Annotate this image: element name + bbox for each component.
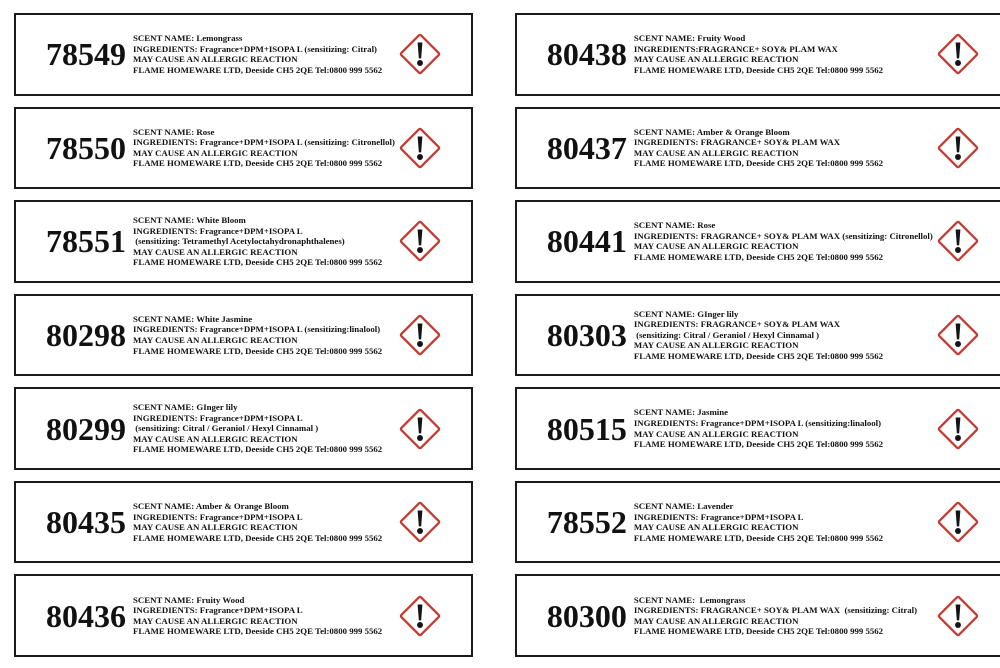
product-label bbox=[14, 13, 473, 96]
warning-exclamation-icon bbox=[397, 406, 443, 452]
label-text-line: FLAME HOMEWARE LTD, Deeside CH5 2QE Tel:0800 999 5562 bbox=[133, 345, 383, 356]
product-code: 78552 bbox=[546, 504, 627, 541]
label-text-line: SCENT NAME: GInger lily bbox=[133, 402, 238, 413]
label-text-line: FLAME HOMEWARE LTD, Deeside CH5 2QE Tel:0800 999 5562 bbox=[633, 626, 884, 637]
product-code: 78550 bbox=[46, 129, 126, 166]
label-text-line: (sensitizing: Citral / Geraniol / Hexyl Cinnamal ) bbox=[633, 329, 820, 340]
warning-exclamation-icon bbox=[935, 31, 981, 77]
label-text-line: SCENT NAME: Amber & Orange Bloom bbox=[633, 126, 790, 137]
label-text-block bbox=[133, 127, 395, 169]
label-text-line: MAY CAUSE AN ALLERGIC REACTION bbox=[633, 147, 799, 158]
label-text-line: FLAME HOMEWARE LTD, Deeside CH5 2QE Tel:0800 999 5562 bbox=[633, 350, 884, 361]
label-text-line: INGREDIENTS:FRAGRANCE+ SOY& PLAM WAX bbox=[633, 43, 838, 54]
product-label bbox=[515, 574, 1000, 657]
product-label bbox=[515, 294, 1000, 377]
product-label bbox=[14, 574, 473, 657]
warning-exclamation-icon bbox=[935, 312, 981, 358]
label-text-line: SCENT NAME: White Jasmine bbox=[133, 313, 253, 324]
label-text-block bbox=[634, 309, 933, 362]
label-text-line: SCENT NAME: Fruity Wood bbox=[133, 594, 245, 605]
label-text-line: FLAME HOMEWARE LTD, Deeside CH5 2QE Tel:0800 999 5562 bbox=[133, 444, 383, 455]
label-text-line: FLAME HOMEWARE LTD, Deeside CH5 2QE Tel:0800 999 5562 bbox=[133, 158, 383, 169]
label-text-block bbox=[133, 314, 395, 356]
product-code: 78549 bbox=[46, 36, 126, 73]
product-label bbox=[515, 387, 1000, 470]
label-text-line: INGREDIENTS: Fragrance+DPM+ISOPA L bbox=[133, 511, 303, 522]
label-text-line: SCENT NAME: GInger lily bbox=[633, 308, 739, 319]
product-code: 80299 bbox=[46, 410, 126, 447]
label-text-line: INGREDIENTS: FRAGRANCE+ SOY& PLAM WAX (sensitizing: Citral) bbox=[633, 605, 918, 616]
label-text-block bbox=[133, 402, 395, 455]
label-text-line: FLAME HOMEWARE LTD, Deeside CH5 2QE Tel:0800 999 5562 bbox=[133, 64, 383, 75]
product-label bbox=[14, 387, 473, 470]
label-text-line: FLAME HOMEWARE LTD, Deeside CH5 2QE Tel:0800 999 5562 bbox=[633, 64, 884, 75]
label-text-line: MAY CAUSE AN ALLERGIC REACTION bbox=[133, 615, 298, 626]
warning-exclamation-icon bbox=[935, 593, 981, 639]
label-text-line: SCENT NAME: Rose bbox=[133, 126, 215, 137]
warning-exclamation-icon bbox=[397, 125, 443, 171]
label-text-line: MAY CAUSE AN ALLERGIC REACTION bbox=[633, 340, 799, 351]
label-text-line: INGREDIENTS: Fragrance+DPM+ISOPA L (sensitizing: Citronellol) bbox=[133, 137, 395, 148]
warning-exclamation-icon bbox=[935, 125, 981, 171]
label-text-line: FLAME HOMEWARE LTD, Deeside CH5 2QE Tel:0800 999 5562 bbox=[133, 626, 383, 637]
warning-exclamation-icon bbox=[397, 312, 443, 358]
label-column-right bbox=[515, 13, 1000, 657]
label-text-block bbox=[634, 220, 933, 262]
label-text-line: FLAME HOMEWARE LTD, Deeside CH5 2QE Tel:0800 999 5562 bbox=[633, 532, 884, 543]
label-text-line: MAY CAUSE AN ALLERGIC REACTION bbox=[133, 54, 298, 65]
product-code: 80515 bbox=[546, 410, 627, 447]
label-text-line: INGREDIENTS: FRAGRANCE+ SOY& PLAM WAX bbox=[633, 137, 841, 148]
product-code: 80303 bbox=[546, 317, 627, 354]
label-text-line: INGREDIENTS: Fragrance+DPM+ISOPA L bbox=[133, 412, 303, 423]
label-text-line: INGREDIENTS: Fragrance+DPM+ISOPA L bbox=[133, 225, 303, 236]
warning-exclamation-icon bbox=[397, 593, 443, 639]
label-text-line: FLAME HOMEWARE LTD, Deeside CH5 2QE Tel:0800 999 5562 bbox=[133, 257, 383, 268]
label-text-line: MAY CAUSE AN ALLERGIC REACTION bbox=[133, 246, 298, 257]
label-text-line: FLAME HOMEWARE LTD, Deeside CH5 2QE Tel:0800 999 5562 bbox=[633, 158, 884, 169]
label-text-line: SCENT NAME: Rose bbox=[633, 220, 716, 231]
label-text-line: MAY CAUSE AN ALLERGIC REACTION bbox=[633, 428, 799, 439]
label-text-block bbox=[133, 595, 395, 637]
product-code: 80441 bbox=[546, 223, 627, 260]
label-text-line: (sensitizing: Tetramethyl Acetyloctahydronaphthalenes) bbox=[133, 236, 345, 247]
label-text-line: SCENT NAME: Lemongrass bbox=[133, 33, 243, 44]
product-code: 80435 bbox=[46, 504, 126, 541]
label-text-line: MAY CAUSE AN ALLERGIC REACTION bbox=[133, 335, 298, 346]
label-text-block bbox=[634, 127, 933, 169]
label-text-line: MAY CAUSE AN ALLERGIC REACTION bbox=[133, 433, 298, 444]
label-text-block bbox=[133, 501, 395, 543]
warning-exclamation-icon bbox=[397, 499, 443, 545]
label-text-block bbox=[634, 33, 933, 75]
label-text-line: INGREDIENTS: Fragrance+DPM+ISOPA L bbox=[133, 605, 303, 616]
label-text-line: FLAME HOMEWARE LTD, Deeside CH5 2QE Tel:0800 999 5562 bbox=[633, 439, 884, 450]
product-code: 78551 bbox=[46, 223, 126, 260]
product-label bbox=[515, 107, 1000, 190]
label-text-line: INGREDIENTS: Fragrance+DPM+ISOPA L (sensitizing: Citral) bbox=[133, 43, 377, 54]
warning-exclamation-icon bbox=[397, 31, 443, 77]
product-code: 80298 bbox=[46, 317, 126, 354]
label-text-line: INGREDIENTS: Fragrance+DPM+ISOPA L (sensitizing:linalool) bbox=[633, 418, 882, 428]
label-text-line: FLAME HOMEWARE LTD, Deeside CH5 2QE Tel:0800 999 5562 bbox=[633, 252, 884, 263]
product-code: 80437 bbox=[546, 129, 627, 166]
label-text-line: INGREDIENTS: Fragrance+DPM+ISOPA L bbox=[633, 511, 804, 522]
label-text-line: (sensitizing: Citral / Geraniol / Hexyl Cinnamal ) bbox=[133, 423, 319, 434]
label-column-left bbox=[14, 13, 473, 657]
label-text-line: SCENT NAME: Amber & Orange Bloom bbox=[133, 500, 289, 511]
label-text-line: FLAME HOMEWARE LTD, Deeside CH5 2QE Tel:0800 999 5562 bbox=[133, 532, 383, 543]
label-text-line: SCENT NAME: Lavender bbox=[633, 500, 734, 511]
product-code: 80436 bbox=[46, 597, 126, 634]
label-text-line: MAY CAUSE AN ALLERGIC REACTION bbox=[133, 147, 298, 158]
warning-exclamation-icon bbox=[935, 406, 981, 452]
label-text-line: INGREDIENTS: Fragrance+DPM+ISOPA L (sensitizing:linalool) bbox=[133, 324, 381, 335]
label-text-line: SCENT NAME: White Bloom bbox=[133, 214, 246, 225]
label-text-line: SCENT NAME: Lemongrass bbox=[633, 594, 746, 605]
product-code: 80300 bbox=[546, 597, 627, 634]
label-text-line: MAY CAUSE AN ALLERGIC REACTION bbox=[633, 615, 799, 626]
label-text-line: MAY CAUSE AN ALLERGIC REACTION bbox=[633, 54, 799, 65]
label-text-line: MAY CAUSE AN ALLERGIC REACTION bbox=[633, 241, 799, 252]
warning-exclamation-icon bbox=[397, 218, 443, 264]
warning-exclamation-icon bbox=[935, 218, 981, 264]
product-label bbox=[14, 200, 473, 283]
label-text-block bbox=[634, 407, 933, 449]
label-text-block bbox=[133, 33, 395, 75]
warning-exclamation-icon bbox=[935, 499, 981, 545]
product-label bbox=[515, 200, 1000, 283]
label-text-block bbox=[634, 501, 933, 543]
product-code: 80438 bbox=[546, 36, 627, 73]
product-label bbox=[515, 481, 1000, 564]
label-text-line: SCENT NAME: Jasmine bbox=[633, 407, 729, 418]
label-text-line: MAY CAUSE AN ALLERGIC REACTION bbox=[133, 522, 298, 533]
label-text-line: INGREDIENTS: FRAGRANCE+ SOY& PLAM WAX (sensitizing: Citronellol) bbox=[633, 230, 933, 241]
label-text-line: SCENT NAME: Fruity Wood bbox=[633, 33, 746, 44]
label-text-block bbox=[133, 215, 395, 268]
product-label bbox=[515, 13, 1000, 96]
label-text-block bbox=[634, 595, 933, 637]
product-label bbox=[14, 481, 473, 564]
label-text-line: MAY CAUSE AN ALLERGIC REACTION bbox=[633, 522, 799, 533]
label-text-line: INGREDIENTS: FRAGRANCE+ SOY& PLAM WAX bbox=[633, 319, 841, 330]
product-label bbox=[14, 107, 473, 190]
product-label bbox=[14, 294, 473, 377]
